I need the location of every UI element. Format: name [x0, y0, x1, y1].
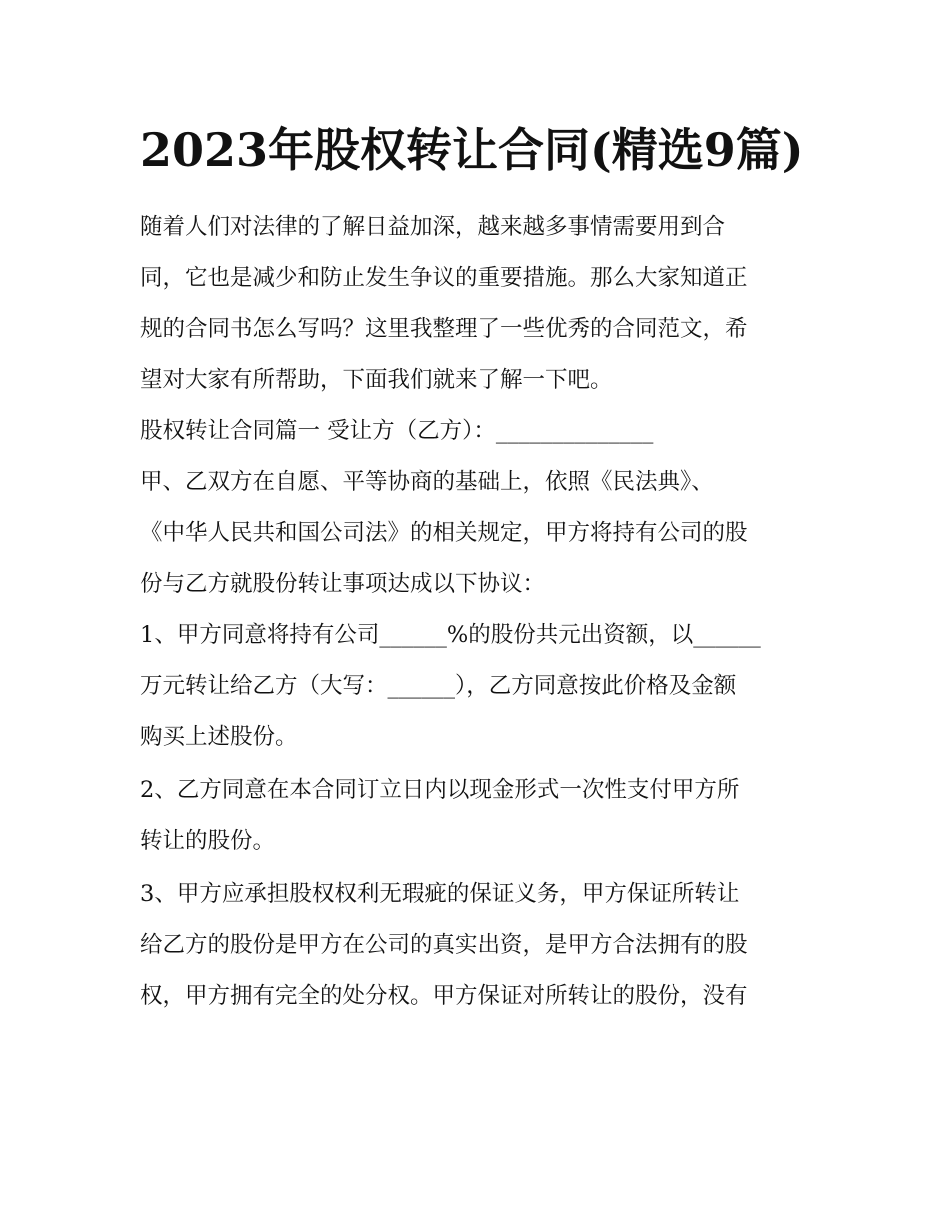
document-page — [140, 112, 820, 1022]
preamble-line-1: 甲、乙双方在自愿、平等协商的基础上，依照《民法典》、 — [140, 469, 714, 495]
clause-3-line-3: 权，甲方拥有完全的处分权。甲方保证对所转让的股份，没有 — [140, 983, 748, 1009]
clause-2-line-1: 2、乙方同意在本合同订立日内以现金形式一次性支付甲方所 — [140, 777, 740, 803]
clause-2-line-2: 转让的股份。 — [140, 828, 276, 854]
clause-1-line-2: 万元转让给乙方（大写：______），乙方同意按此价格及金额 — [140, 673, 737, 699]
intro-line-1: 随着人们对法律的了解日益加深，越来越多事情需要用到合 — [140, 214, 726, 240]
intro-line-2: 同，它也是减少和防止发生争议的重要措施。那么大家知道正 — [140, 265, 748, 291]
intro-line-3: 规的合同书怎么写吗？这里我整理了一些优秀的合同范文，希 — [140, 316, 748, 342]
clause-3-line-1: 3、甲方应承担股权权利无瑕疵的保证义务，甲方保证所转让 — [140, 881, 740, 907]
intro-line-4: 望对大家有所帮助，下面我们就来了解一下吧。 — [140, 367, 613, 393]
document-title: 2023年股权转让合同(精选9篇) — [140, 123, 804, 177]
preamble-line-2: 《中华人民共和国公司法》的相关规定，甲方将持有公司的股 — [140, 520, 748, 546]
clause-3-line-2: 给乙方的股份是甲方在公司的真实出资，是甲方合法拥有的股 — [140, 932, 748, 958]
section-heading-line: 股权转让合同篇一 受让方（乙方）：______________ — [140, 418, 654, 444]
preamble-line-3: 份与乙方就股份转让事项达成以下协议： — [140, 571, 546, 597]
clause-1-line-3: 购买上述股份。 — [140, 724, 298, 750]
clause-1-line-1: 1、甲方同意将持有公司______%的股份共元出资额，以______ — [140, 622, 761, 648]
